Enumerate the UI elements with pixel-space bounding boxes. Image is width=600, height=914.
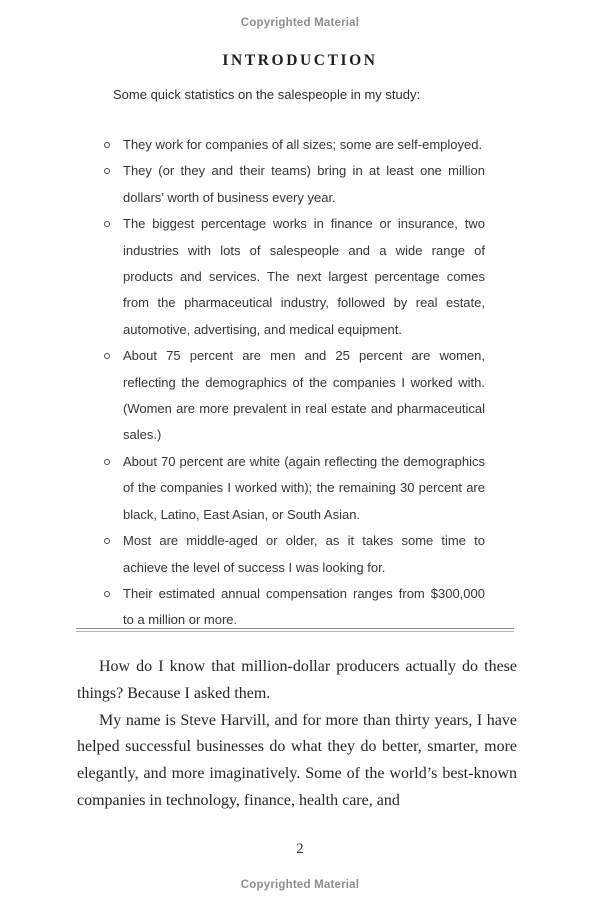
list-item-text: They work for companies of all sizes; some are self-employed. — [123, 137, 483, 152]
list-item-text: About 75 percent are men and 25 percent are women, reflecting the demographics of the companies I worked with. (Women are more prevalent in real estate and pharmaceutical sales.) — [123, 348, 485, 443]
circle-bullet-icon — [104, 221, 110, 227]
list-item — [100, 211, 485, 343]
list-item-text: They (or they and their teams) bring in at least one million dollars’ worth of business every year. — [123, 163, 485, 205]
list-item — [100, 528, 485, 581]
circle-bullet-icon — [104, 353, 110, 359]
statistics-bullet-list — [100, 132, 485, 634]
list-item-text: Their estimated annual compensation ranges from $300,000 to a million or more. — [123, 585, 485, 628]
list-item — [100, 132, 485, 158]
list-item-text: The biggest percentage works in finance or insurance, two industries with lots of salespeople and a wide range of products and services. The next largest percentage comes from the pharmaceutical industry, followed by real estate, automotive, advertising, and medical equipment. — [123, 216, 485, 337]
circle-bullet-icon — [104, 459, 110, 465]
section-divider — [76, 628, 514, 632]
list-item — [100, 343, 485, 449]
chapter-title: INTRODUCTION — [222, 52, 378, 69]
paragraph: My name is Steve Harvill, and for more than thirty years, I have helped successful businesses do what they do better, smarter, more elegantly, and more imaginatively. Some of the world’s best-known companies in technology, finance, health care, and — [77, 711, 517, 809]
paragraph: How do I know that million-dollar producers actually do these things? Because I asked them. — [77, 658, 517, 702]
intro-sentence: Some quick statistics on the salespeople in my study: — [113, 87, 421, 102]
page-number: 2 — [296, 841, 304, 857]
circle-bullet-icon — [104, 168, 110, 174]
copyright-notice-bottom: Copyrighted Material — [240, 879, 360, 891]
copyright-notice-top: Copyrighted Material — [240, 17, 360, 29]
list-item — [100, 158, 485, 211]
list-item-text: About 70 percent are white (again reflecting the demographics of the companies I worked with); the remaining 30 percent are black, Latino, East Asian, or South Asian. — [123, 453, 485, 522]
list-item — [100, 581, 485, 634]
body-text — [77, 654, 517, 815]
circle-bullet-icon — [104, 538, 110, 544]
list-item-text: Most are middle-aged or older, as it takes some time to achieve the level of success I was looking for. — [123, 533, 485, 575]
circle-bullet-icon — [104, 591, 110, 597]
list-item — [100, 449, 485, 528]
circle-bullet-icon — [104, 142, 110, 148]
